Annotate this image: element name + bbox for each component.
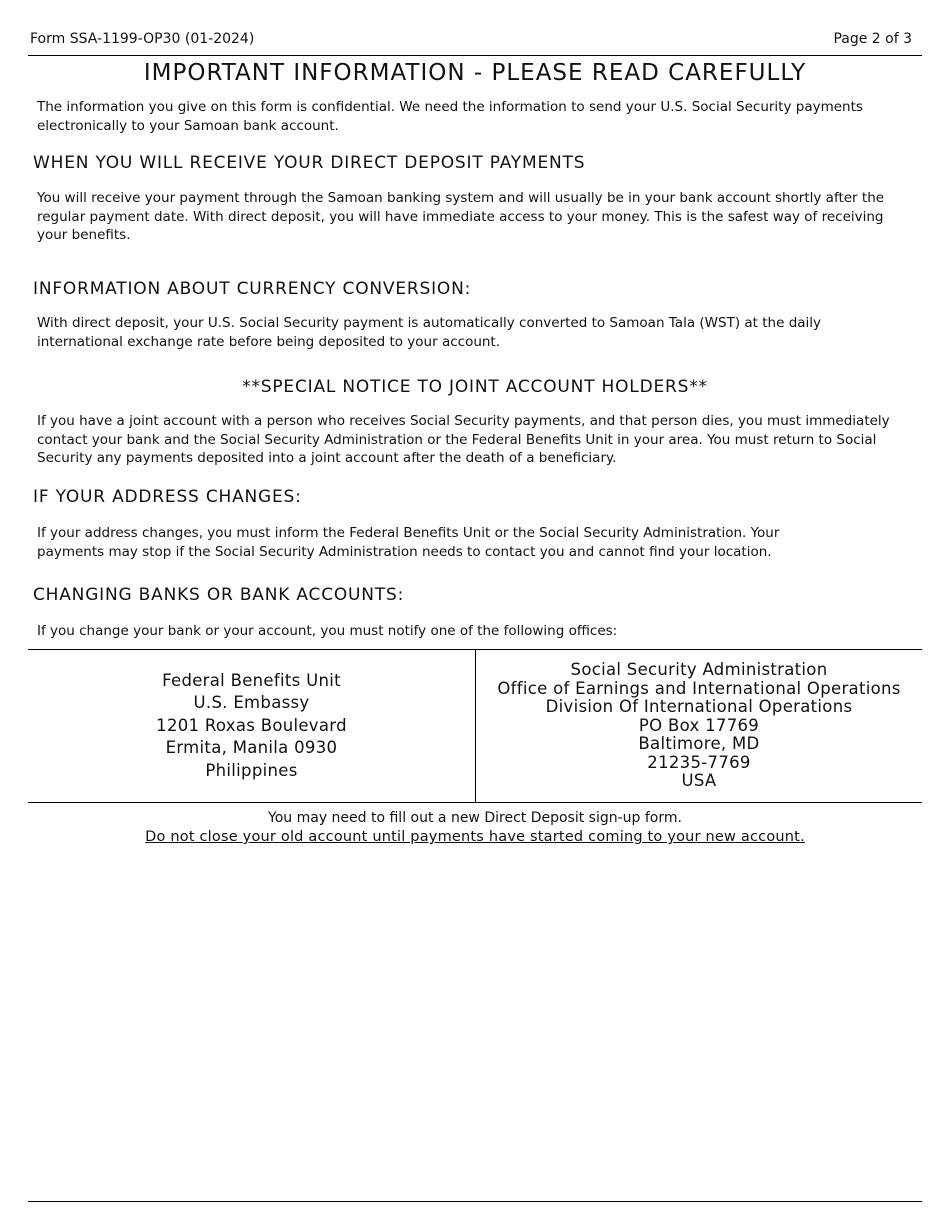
footer-warning: Do not close your old account until payments have started coming to your new account.	[145, 829, 805, 845]
address-line-2: payments may stop if the Social Security Administration needs to contact you and cannot find your location.	[37, 543, 772, 560]
currency-paragraph: With direct deposit, your U.S. Social Security payment is automatically converted to Samoan Tala (WST) at the daily international exchange rate before being deposited to your account.	[37, 315, 822, 350]
office-line: USA	[681, 771, 717, 791]
address-paragraph	[37, 524, 907, 561]
joint-account-paragraph: If you have a joint account with a person who receives Social Security payments, and that person dies, you must immediately contact your bank and the Social Security Administration or the Federal Benefits Unit in your area. You must return to Social Security any payments deposited into a joint account after the death of a beneficiary.	[37, 413, 890, 466]
header-divider	[28, 55, 922, 56]
page-number: Page 2 of 3	[833, 31, 912, 47]
direct-deposit-paragraph: You will receive your payment through the Samoan banking system and will usually be in your bank account shortly after the regular payment date. With direct deposit, you will have immediate access to your money. This is the safest way of receiving your benefits.	[37, 190, 885, 243]
direct-deposit-heading: WHEN YOU WILL RECEIVE YOUR DIRECT DEPOSIT PAYMENTS	[33, 153, 586, 173]
banks-paragraph: If you change your bank or your account, you must notify one of the following offices:	[37, 623, 618, 639]
footer-note: You may need to fill out a new Direct Deposit sign-up form.	[268, 810, 682, 826]
office-line: 21235-7769	[647, 752, 751, 772]
ssa-office-address	[476, 650, 922, 802]
office-line: Division Of International Operations	[545, 697, 853, 717]
office-line: Philippines	[205, 760, 298, 780]
office-line: Ermita, Manila 0930	[165, 738, 338, 758]
office-line: U.S. Embassy	[193, 693, 310, 713]
office-line: Baltimore, MD	[638, 734, 760, 754]
office-line: Social Security Administration	[570, 660, 828, 680]
address-heading: IF YOUR ADDRESS CHANGES:	[33, 487, 302, 507]
office-line: Federal Benefits Unit	[162, 670, 341, 690]
office-line: PO Box 17769	[638, 715, 760, 735]
joint-account-heading: **SPECIAL NOTICE TO JOINT ACCOUNT HOLDERS**	[242, 377, 708, 397]
offices-table	[28, 649, 922, 803]
banks-heading: CHANGING BANKS OR BANK ACCOUNTS:	[33, 585, 405, 605]
federal-benefits-unit-address	[28, 650, 476, 802]
intro-paragraph: The information you give on this form is confidential. We need the information to send your U.S. Social Security payments electronically to your Samoan bank account.	[37, 99, 863, 134]
currency-heading: INFORMATION ABOUT CURRENCY CONVERSION:	[33, 279, 472, 299]
page-title: IMPORTANT INFORMATION - PLEASE READ CAREFULLY	[143, 60, 807, 86]
office-line: 1201 Roxas Boulevard	[156, 715, 347, 735]
page-header	[30, 31, 912, 51]
form-id: Form SSA-1199-OP30 (01-2024)	[30, 31, 255, 47]
bottom-divider	[28, 1201, 922, 1202]
address-line-1: If your address changes, you must inform the Federal Benefits Unit or the Social Security Administration. Your	[37, 525, 780, 541]
office-line: Office of Earnings and International Operations	[497, 678, 901, 698]
